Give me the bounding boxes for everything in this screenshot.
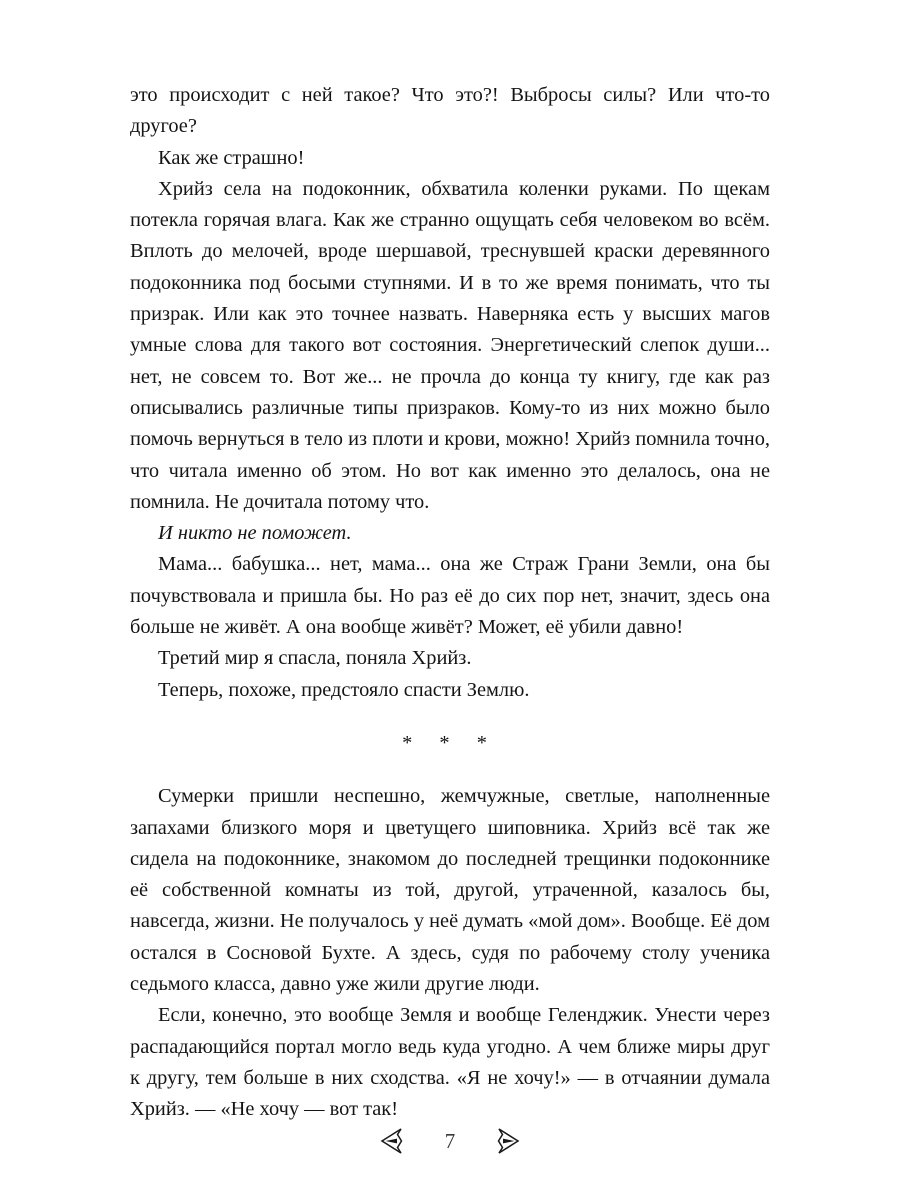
page-footer	[0, 1126, 900, 1156]
paragraph-continuation: это происходит с ней такое? Что это?! Выбросы силы? Или что-то другое?	[130, 84, 770, 138]
page-number: 7	[444, 1128, 456, 1153]
paragraph: Сумерки пришли неспешно, жемчужные, светлые, наполненные запахами близкого моря и цветущего шиповника. Хрийз всё так же сидела на подоконнике, знакомом до последней трещинки подоконнике её собственной комнаты из той, другой, утраченной, казалось бы, навсегда, жизни. Не получалось у неё думать «мой дом». Вообще. Её дом остался в Сосновой Бухте. А здесь, судя по рабочему столу ученика седьмого класса, давно уже жили другие люди.	[130, 785, 770, 996]
paragraph: Мама... бабушка... нет, мама... она же Страж Грани Земли, она бы почувствовала и пришла бы. Но раз её до сих пор нет, значит, здесь она больше не живёт. А она вообще живёт? Может, её убили давно!	[130, 553, 770, 639]
page-text-block	[130, 80, 770, 1126]
arrow-right-ornament-icon	[496, 1126, 522, 1156]
paragraph: Если, конечно, это вообще Земля и вообще Геленджик. Унести через распадающийся портал могло ведь куда угодно. А чем ближе миры друг к другу, тем больше в них сходства. «Я не хочу!» — в отчаянии думала Хрийз. — «Не хочу — вот так!	[130, 1004, 770, 1121]
arrow-left-ornament-icon	[378, 1126, 404, 1156]
paragraph: Теперь, похоже, предстояло спасти Землю.	[158, 678, 530, 701]
scene-break-separator: * * *	[402, 731, 498, 754]
paragraph: Третий мир я спасла, поняла Хрийз.	[158, 647, 472, 670]
paragraph: Хрийз села на подоконник, обхватила коленки руками. По щекам потекла горячая влага. Как же странно ощущать себя человеком во всём. Вплоть до мелочей, вроде шершавой, треснувшей краски деревянного подоконника под босыми ступнями. И в то же время понимать, что ты призрак. Или как это точнее назвать. Наверняка есть у высших магов умные слова для такого вот состояния. Энергетический слепок души... нет, не совсем то. Вот же... не прочла до конца ту книгу, где как раз описывались различные типы призраков. Кому-то из них можно было помочь вернуться в тело из плоти и крови, можно! Хрийз помнила точно, что читала именно об этом. Но вот как именно это делалось, она не помнила. Не дочитала потому что.	[130, 177, 770, 513]
paragraph-italic-thought: И никто не поможет.	[158, 522, 352, 545]
paragraph: Как же страшно!	[158, 146, 305, 169]
